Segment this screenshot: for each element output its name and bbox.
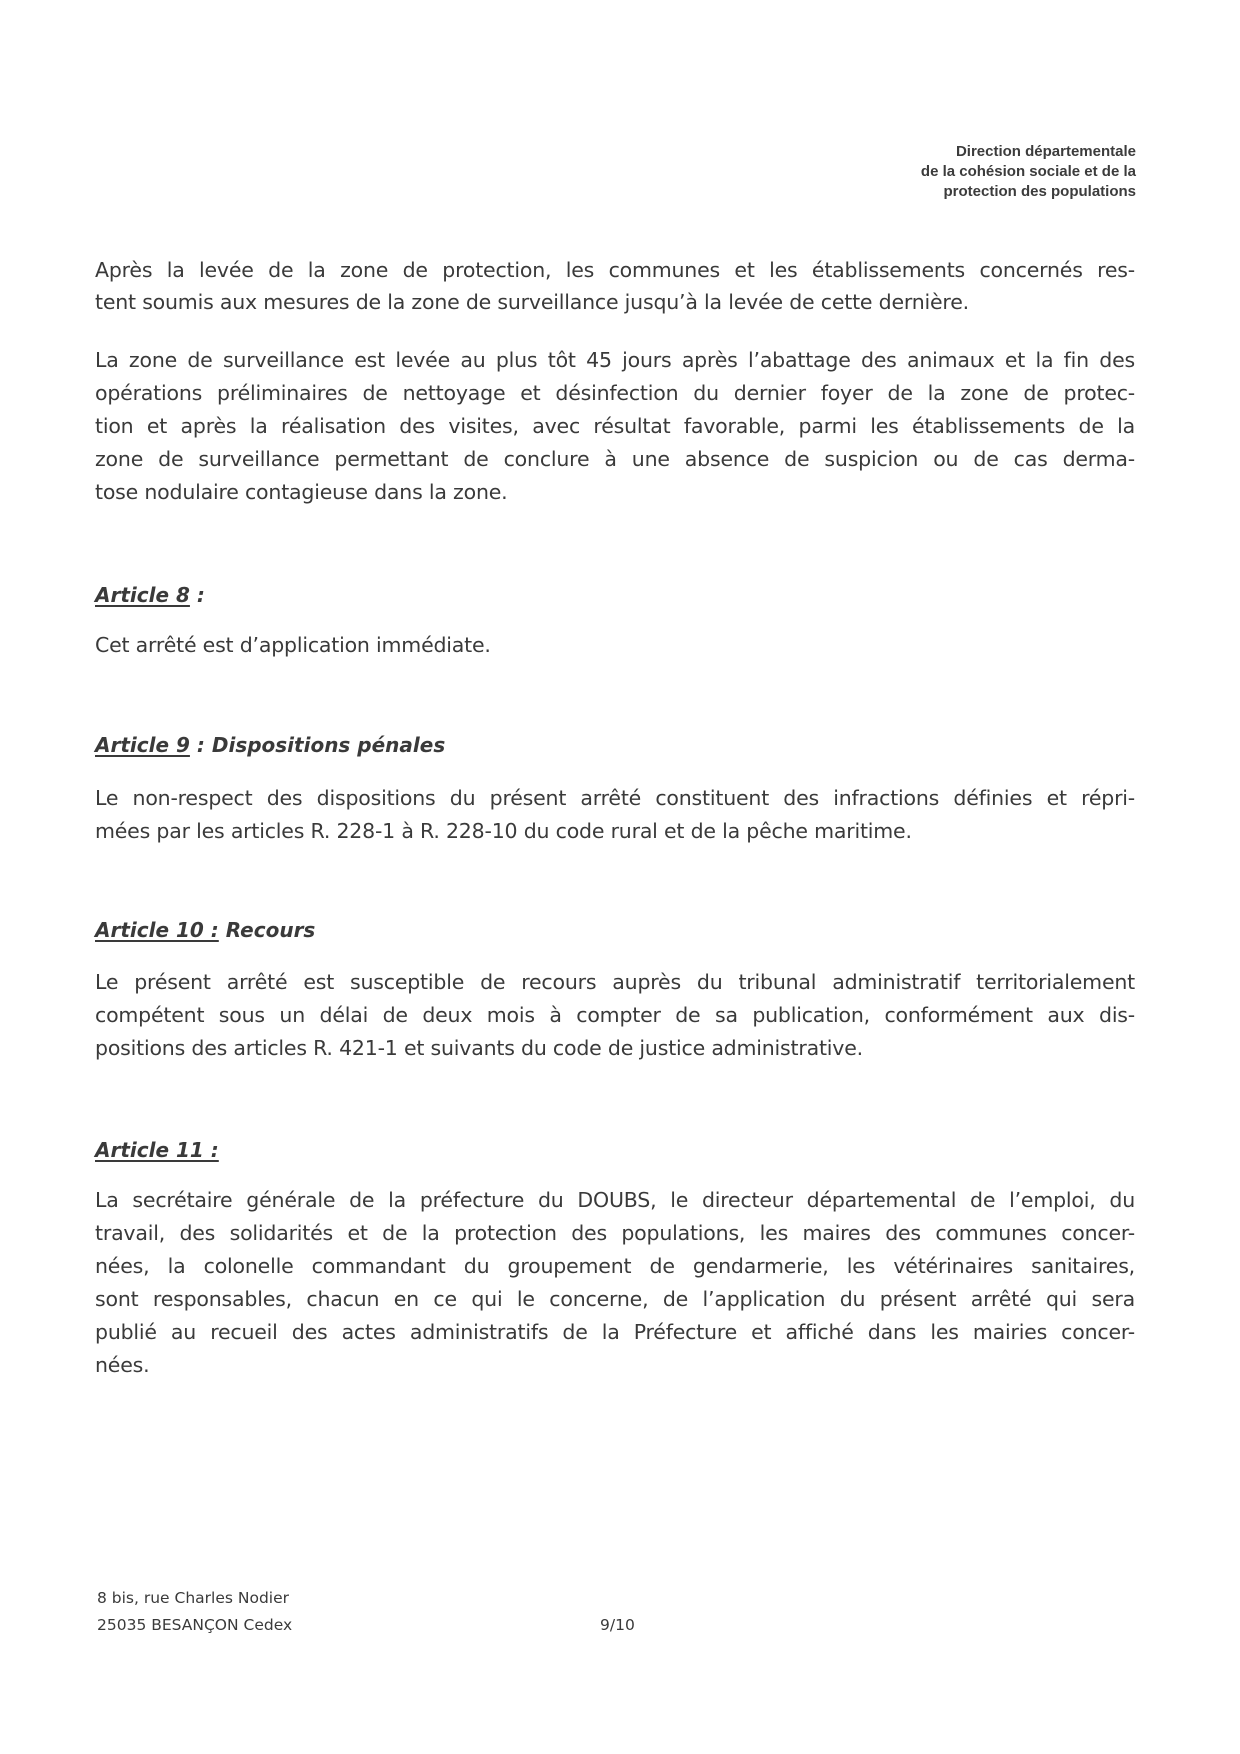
text-line: sont responsables, chacun en ce qui le concerne, de l’application du présent arrêté qui sera (95, 1287, 1135, 1311)
text-line: Le non-respect des dispositions du présent arrêté constituent des infractions définies et répri- (95, 786, 1135, 810)
article-label: Article 8 (95, 583, 190, 607)
text-line: publié au recueil des actes administratifs de la Préfecture et affiché dans les mairies concer- (95, 1320, 1135, 1344)
footer-address-line1: 8 bis, rue Charles Nodier (97, 1589, 290, 1607)
text-line: La zone de surveillance est levée au plus tôt 45 jours après l’abattage des animaux et la fin des (95, 348, 1135, 372)
page-number: 9/10 (600, 1616, 635, 1634)
article-label: Article 11 : (95, 1138, 219, 1162)
text-line: Le présent arrêté est susceptible de recours auprès du tribunal administratif territorialement (95, 970, 1135, 994)
article-title: Recours (225, 918, 316, 942)
text-line: tent soumis aux mesures de la zone de surveillance jusqu’à la levée de cette dernière. (95, 290, 969, 314)
issuer-header (716, 142, 1136, 202)
article-label: Article 10 : (95, 918, 219, 942)
text-line: Cet arrêté est d’application immédiate. (95, 633, 491, 657)
text-line: nées, la colonelle commandant du groupement de gendarmerie, les vétérinaires sanitaires, (95, 1254, 1135, 1278)
article-label: Article 9 (95, 733, 190, 757)
text-line: tion et après la réalisation des visites, avec résultat favorable, parmi les établissements de la (95, 414, 1135, 438)
article-8-heading (95, 583, 205, 607)
text-line: opérations préliminaires de nettoyage et désinfection du dernier foyer de la zone de protec- (95, 381, 1135, 405)
article-11-heading (95, 1138, 219, 1162)
text-line: compétent sous un délai de deux mois à compter de sa publication, conformément aux dis- (95, 1003, 1135, 1027)
text-line: La secrétaire générale de la préfecture du DOUBS, le directeur départemental de l’emploi, du (95, 1188, 1135, 1212)
article-10-heading (95, 918, 315, 942)
article-9-heading (95, 733, 445, 757)
header-line: protection des populations (943, 183, 1136, 200)
text-line: positions des articles R. 421-1 et suivants du code de justice administrative. (95, 1036, 863, 1060)
text-line: mées par les articles R. 228-1 à R. 228-10 du code rural et de la pêche maritime. (95, 819, 912, 843)
text-line: travail, des solidarités et de la protection des populations, les maires des communes concer- (95, 1221, 1135, 1245)
header-line: Direction départementale (955, 143, 1136, 160)
article-separator: : (189, 583, 205, 607)
text-line: tose nodulaire contagieuse dans la zone. (95, 480, 508, 504)
article-title: Dispositions pénales (211, 733, 446, 757)
text-line: nées. (95, 1353, 150, 1377)
header-line: de la cohésion sociale et de la (920, 163, 1136, 180)
article-separator: : (189, 733, 212, 757)
text-line: zone de surveillance permettant de conclure à une absence de suspicion ou de cas derma- (95, 447, 1135, 471)
text-line: Après la levée de la zone de protection, les communes et les établissements concernés res- (95, 258, 1135, 282)
article-separator (219, 918, 226, 942)
footer-address-line2: 25035 BESANÇON Cedex (97, 1616, 293, 1634)
